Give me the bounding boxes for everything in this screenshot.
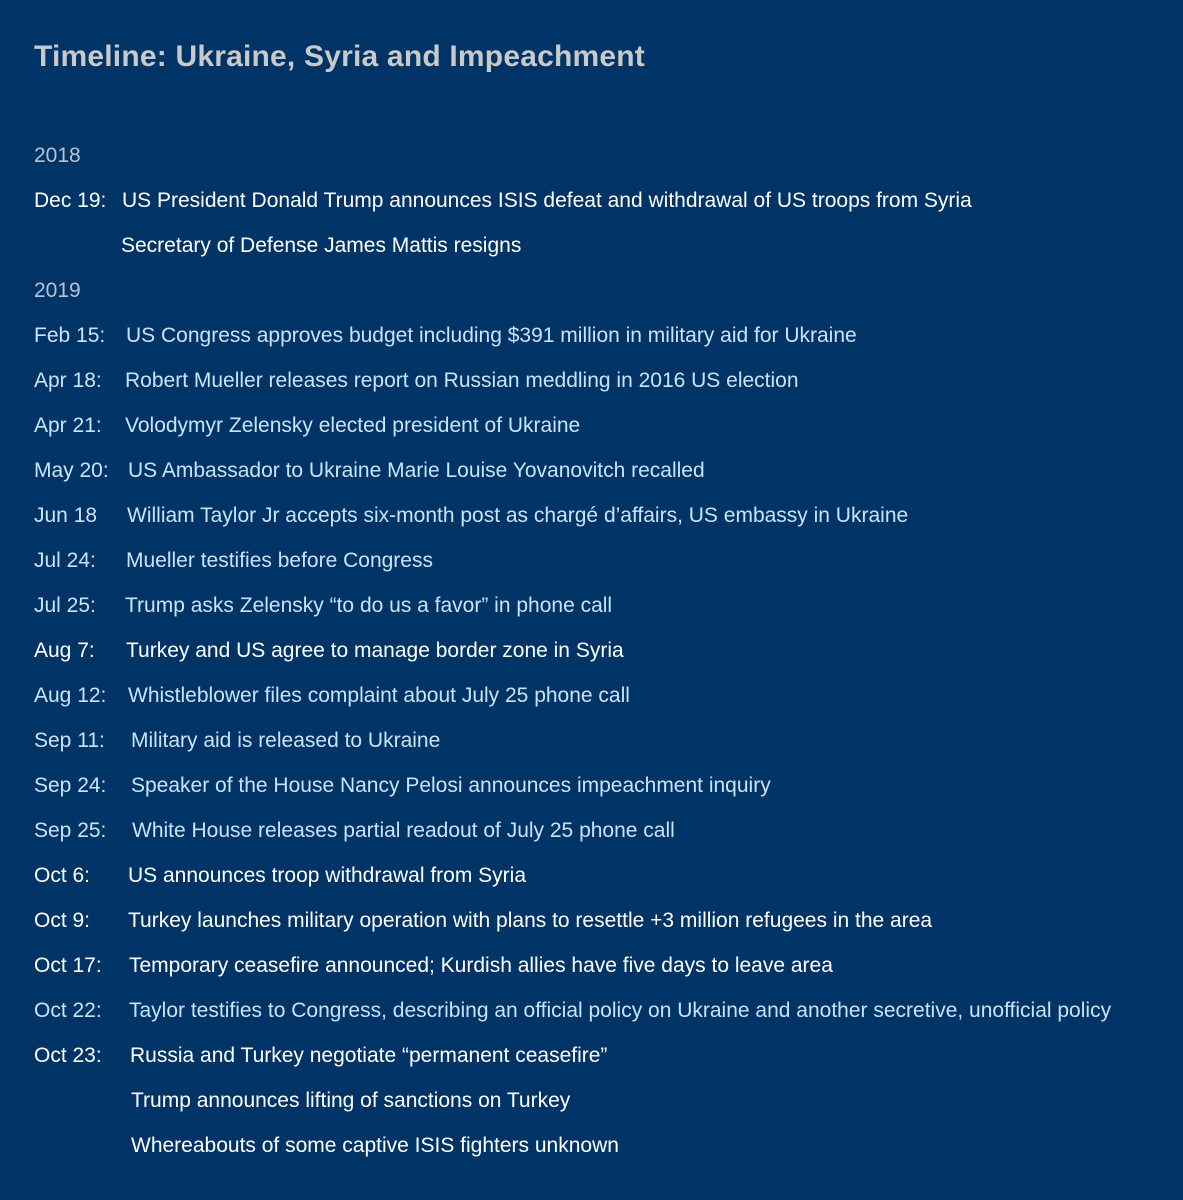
entry-text: US Ambassador to Ukraine Marie Louise Yovanovitch recalled bbox=[128, 459, 705, 482]
entry-text: Turkey launches military operation with plans to resettle +3 million refugees in the area bbox=[128, 909, 933, 932]
year-heading-2019: 2019 bbox=[34, 279, 81, 302]
entry-date: Oct 17: bbox=[34, 954, 102, 977]
entry-text: Military aid is released to Ukraine bbox=[131, 729, 441, 752]
entry-text: Speaker of the House Nancy Pelosi announces impeachment inquiry bbox=[131, 774, 771, 797]
timeline-entry bbox=[34, 943, 833, 988]
entry-date: Jul 25: bbox=[34, 594, 96, 617]
entry-text: Temporary ceasefire announced; Kurdish allies have five days to leave area bbox=[129, 954, 833, 977]
timeline-entry bbox=[34, 673, 630, 718]
entry-text: Robert Mueller releases report on Russian meddling in 2016 US election bbox=[125, 369, 799, 392]
entry-date: Sep 11: bbox=[34, 729, 105, 752]
timeline-entry bbox=[34, 313, 857, 358]
entry-text: Trump announces lifting of sanctions on Turkey bbox=[131, 1089, 571, 1112]
entry-date: Aug 7: bbox=[34, 639, 95, 662]
timeline-entry bbox=[34, 853, 527, 898]
entry-text: Taylor testifies to Congress, describing an official policy on Ukraine and another secretive, unofficial policy bbox=[129, 999, 1112, 1022]
entry-text: Turkey and US agree to manage border zone in Syria bbox=[126, 639, 624, 662]
entry-text: Trump asks Zelensky “to do us a favor” in phone call bbox=[125, 594, 613, 617]
timeline-entry bbox=[34, 763, 771, 808]
entry-text: Russia and Turkey negotiate “permanent ceasefire” bbox=[130, 1044, 608, 1067]
entry-date: Apr 21: bbox=[34, 414, 102, 437]
timeline-entry bbox=[34, 583, 613, 628]
entry-text: Secretary of Defense James Mattis resigns bbox=[121, 234, 522, 257]
entry-date: Apr 18: bbox=[34, 369, 102, 392]
entry-date: Aug 12: bbox=[34, 684, 107, 707]
timeline-entry bbox=[34, 178, 972, 223]
entry-date: Sep 24: bbox=[34, 774, 107, 797]
timeline-entry bbox=[34, 628, 624, 673]
entry-date: Jul 24: bbox=[34, 549, 96, 572]
page-title: Timeline: Ukraine, Syria and Impeachment bbox=[34, 40, 645, 73]
entry-date: Oct 23: bbox=[34, 1044, 102, 1067]
entry-text: Whistleblower files complaint about July 25 phone call bbox=[128, 684, 630, 707]
timeline-entry bbox=[34, 448, 705, 493]
entry-date: Oct 6: bbox=[34, 864, 91, 887]
entry-text: US Congress approves budget including $391 million in military aid for Ukraine bbox=[126, 324, 857, 347]
timeline-entry bbox=[34, 718, 441, 763]
timeline-entry bbox=[34, 898, 933, 943]
timeline-entry bbox=[34, 988, 1112, 1033]
entry-text: William Taylor Jr accepts six-month post as chargé d’affairs, US embassy in Ukraine bbox=[127, 504, 909, 527]
entry-text: US President Donald Trump announces ISIS defeat and withdrawal of US troops from Syria bbox=[122, 189, 972, 212]
timeline-entry bbox=[34, 493, 909, 538]
year-heading-2018: 2018 bbox=[34, 144, 81, 167]
entry-date: Dec 19: bbox=[34, 189, 107, 212]
entry-text: Volodymyr Zelensky elected president of Ukraine bbox=[125, 414, 581, 437]
entry-date: Oct 9: bbox=[34, 909, 91, 932]
timeline-entry bbox=[34, 403, 581, 448]
entry-text: White House releases partial readout of July 25 phone call bbox=[132, 819, 675, 842]
entry-date: Jun 18 bbox=[34, 504, 98, 527]
entry-text: Whereabouts of some captive ISIS fighters unknown bbox=[131, 1134, 619, 1157]
timeline-entry bbox=[34, 358, 799, 403]
timeline-entry bbox=[34, 808, 675, 853]
entry-date: May 20: bbox=[34, 459, 109, 482]
entry-date: Sep 25: bbox=[34, 819, 107, 842]
entry-date: Feb 15: bbox=[34, 324, 106, 347]
entry-text: Mueller testifies before Congress bbox=[126, 549, 433, 572]
entry-date: Oct 22: bbox=[34, 999, 102, 1022]
timeline-entry bbox=[34, 1033, 608, 1078]
timeline-entry bbox=[34, 538, 433, 583]
entry-text: US announces troop withdrawal from Syria bbox=[128, 864, 527, 887]
